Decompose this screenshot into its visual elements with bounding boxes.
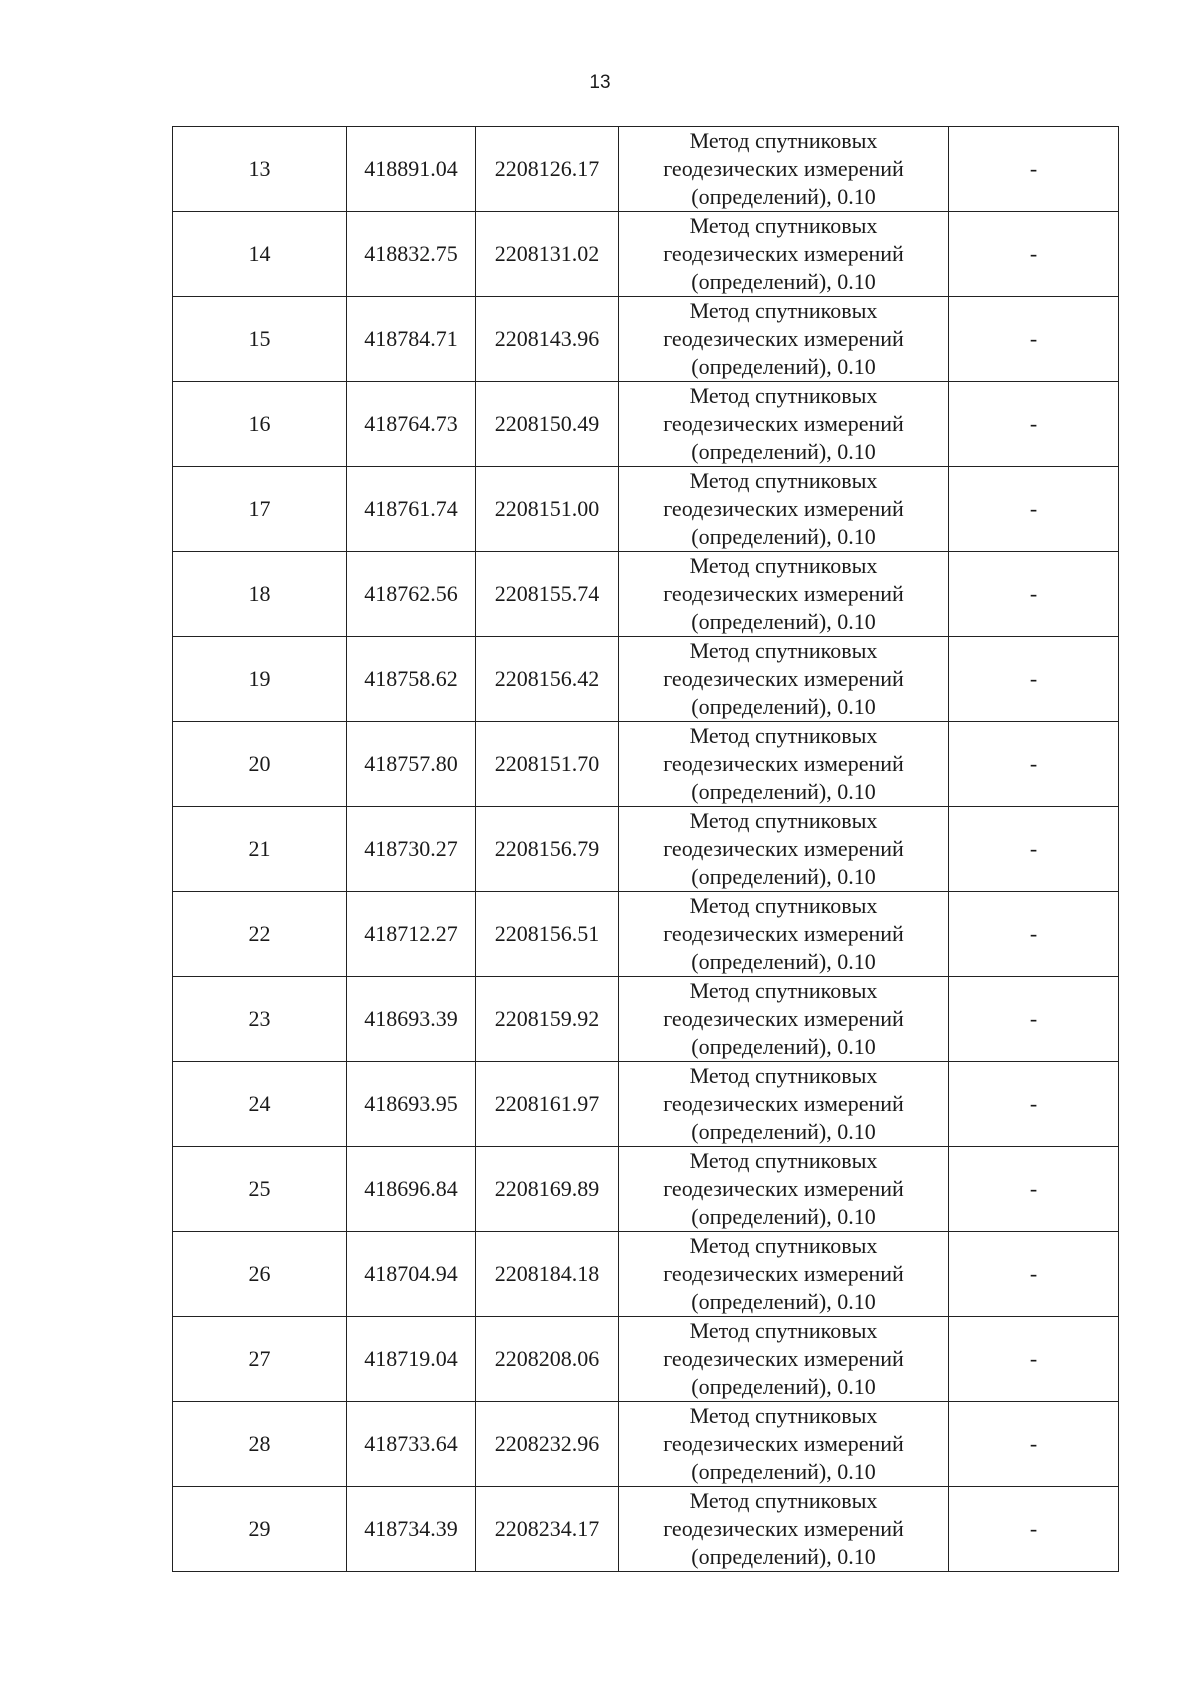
- coordinate-y-cell: 2208151.70: [476, 722, 619, 807]
- method-text-line: Метод спутниковых: [689, 1488, 878, 1513]
- method-accuracy-cell: [619, 637, 949, 722]
- method-text-line: (определений), 0.10: [691, 1459, 876, 1484]
- method-text-line: (определений), 0.10: [691, 269, 876, 294]
- method-text-line: Метод спутниковых: [689, 808, 878, 833]
- coordinate-x-cell: 418704.94: [347, 1232, 476, 1317]
- method-text-line: Метод спутниковых: [689, 1148, 878, 1173]
- coordinate-x-cell: 418784.71: [347, 297, 476, 382]
- coordinates-table-body: [173, 127, 1119, 1572]
- method-text-line: (определений), 0.10: [691, 1289, 876, 1314]
- coordinate-x-cell: 418761.74: [347, 467, 476, 552]
- method-text-line: (определений), 0.10: [691, 524, 876, 549]
- method-accuracy-cell: [619, 212, 949, 297]
- method-text-line: (определений), 0.10: [691, 1204, 876, 1229]
- method-text-line: Метод спутниковых: [689, 298, 878, 323]
- method-text-line: геодезических измерений: [663, 326, 904, 351]
- method-text-line: геодезических измерений: [663, 1176, 904, 1201]
- table-row: [173, 637, 1119, 722]
- point-number-cell: 23: [173, 977, 347, 1062]
- method-accuracy-cell: [619, 297, 949, 382]
- method-text-line: (определений), 0.10: [691, 1034, 876, 1059]
- method-text-line: (определений), 0.10: [691, 779, 876, 804]
- coordinate-x-cell: 418712.27: [347, 892, 476, 977]
- method-text-line: (определений), 0.10: [691, 184, 876, 209]
- method-text-line: (определений), 0.10: [691, 1119, 876, 1144]
- method-text-line: Метод спутниковых: [689, 1063, 878, 1088]
- coordinate-y-cell: 2208150.49: [476, 382, 619, 467]
- coordinate-x-cell: 418891.04: [347, 127, 476, 212]
- note-cell: -: [949, 637, 1119, 722]
- method-text-line: Метод спутниковых: [689, 1403, 878, 1428]
- method-accuracy-cell: [619, 552, 949, 637]
- coordinate-y-cell: 2208169.89: [476, 1147, 619, 1232]
- table-row: [173, 1147, 1119, 1232]
- point-number-cell: 21: [173, 807, 347, 892]
- coordinate-x-cell: 418758.62: [347, 637, 476, 722]
- coordinates-table-container: [172, 126, 1119, 1572]
- point-number-cell: 13: [173, 127, 347, 212]
- coordinate-y-cell: 2208151.00: [476, 467, 619, 552]
- coordinate-y-cell: 2208232.96: [476, 1402, 619, 1487]
- method-text-line: (определений), 0.10: [691, 864, 876, 889]
- method-text-line: Метод спутниковых: [689, 383, 878, 408]
- note-cell: -: [949, 807, 1119, 892]
- note-cell: -: [949, 1402, 1119, 1487]
- method-text-line: геодезических измерений: [663, 581, 904, 606]
- method-text-line: геодезических измерений: [663, 241, 904, 266]
- note-cell: -: [949, 212, 1119, 297]
- point-number-cell: 29: [173, 1487, 347, 1572]
- method-text-line: Метод спутниковых: [689, 978, 878, 1003]
- point-number-cell: 25: [173, 1147, 347, 1232]
- method-accuracy-cell: [619, 382, 949, 467]
- table-row: [173, 722, 1119, 807]
- table-row: [173, 297, 1119, 382]
- method-accuracy-cell: [619, 1402, 949, 1487]
- method-text-line: (определений), 0.10: [691, 354, 876, 379]
- note-cell: -: [949, 977, 1119, 1062]
- method-text-line: (определений), 0.10: [691, 1544, 876, 1569]
- method-accuracy-cell: [619, 467, 949, 552]
- table-row: [173, 1232, 1119, 1317]
- coordinate-x-cell: 418832.75: [347, 212, 476, 297]
- point-number-cell: 22: [173, 892, 347, 977]
- method-text-line: Метод спутниковых: [689, 1233, 878, 1258]
- method-accuracy-cell: [619, 1317, 949, 1402]
- method-text-line: геодезических измерений: [663, 666, 904, 691]
- method-text-line: Метод спутниковых: [689, 213, 878, 238]
- note-cell: -: [949, 1147, 1119, 1232]
- table-row: [173, 892, 1119, 977]
- coordinate-x-cell: 418696.84: [347, 1147, 476, 1232]
- table-row: [173, 127, 1119, 212]
- note-cell: -: [949, 297, 1119, 382]
- method-text-line: геодезических измерений: [663, 156, 904, 181]
- coordinate-x-cell: 418693.95: [347, 1062, 476, 1147]
- method-text-line: Метод спутниковых: [689, 893, 878, 918]
- note-cell: -: [949, 1317, 1119, 1402]
- method-accuracy-cell: [619, 722, 949, 807]
- method-text-line: геодезических измерений: [663, 1091, 904, 1116]
- method-text-line: геодезических измерений: [663, 751, 904, 776]
- method-text-line: геодезических измерений: [663, 496, 904, 521]
- method-text-line: (определений), 0.10: [691, 609, 876, 634]
- method-accuracy-cell: [619, 807, 949, 892]
- method-text-line: Метод спутниковых: [689, 723, 878, 748]
- coordinate-x-cell: 418730.27: [347, 807, 476, 892]
- coordinate-y-cell: 2208156.42: [476, 637, 619, 722]
- method-text-line: Метод спутниковых: [689, 553, 878, 578]
- coordinates-table: [172, 126, 1119, 1572]
- note-cell: -: [949, 467, 1119, 552]
- method-accuracy-cell: [619, 1487, 949, 1572]
- point-number-cell: 17: [173, 467, 347, 552]
- method-text-line: (определений), 0.10: [691, 694, 876, 719]
- method-text-line: Метод спутниковых: [689, 638, 878, 663]
- table-row: [173, 807, 1119, 892]
- note-cell: -: [949, 382, 1119, 467]
- method-text-line: (определений), 0.10: [691, 439, 876, 464]
- note-cell: -: [949, 552, 1119, 637]
- method-accuracy-cell: [619, 977, 949, 1062]
- coordinate-x-cell: 418734.39: [347, 1487, 476, 1572]
- point-number-cell: 14: [173, 212, 347, 297]
- point-number-cell: 24: [173, 1062, 347, 1147]
- method-text-line: геодезических измерений: [663, 411, 904, 436]
- point-number-cell: 26: [173, 1232, 347, 1317]
- coordinate-y-cell: 2208126.17: [476, 127, 619, 212]
- note-cell: -: [949, 1487, 1119, 1572]
- table-row: [173, 552, 1119, 637]
- method-text-line: (определений), 0.10: [691, 1374, 876, 1399]
- method-text-line: геодезических измерений: [663, 1346, 904, 1371]
- point-number-cell: 19: [173, 637, 347, 722]
- point-number-cell: 28: [173, 1402, 347, 1487]
- coordinate-y-cell: 2208156.51: [476, 892, 619, 977]
- table-row: [173, 212, 1119, 297]
- coordinate-x-cell: 418733.64: [347, 1402, 476, 1487]
- coordinate-y-cell: 2208184.18: [476, 1232, 619, 1317]
- method-text-line: геодезических измерений: [663, 1431, 904, 1456]
- method-accuracy-cell: [619, 1062, 949, 1147]
- method-accuracy-cell: [619, 892, 949, 977]
- coordinate-y-cell: 2208155.74: [476, 552, 619, 637]
- coordinate-y-cell: 2208143.96: [476, 297, 619, 382]
- method-text-line: Метод спутниковых: [689, 1318, 878, 1343]
- note-cell: -: [949, 722, 1119, 807]
- note-cell: -: [949, 127, 1119, 212]
- table-row: [173, 1402, 1119, 1487]
- method-text-line: геодезических измерений: [663, 1516, 904, 1541]
- table-row: [173, 1487, 1119, 1572]
- page-number: 13: [589, 72, 611, 93]
- point-number-cell: 15: [173, 297, 347, 382]
- method-accuracy-cell: [619, 1232, 949, 1317]
- coordinate-x-cell: 418762.56: [347, 552, 476, 637]
- method-accuracy-cell: [619, 127, 949, 212]
- coordinate-x-cell: 418719.04: [347, 1317, 476, 1402]
- table-row: [173, 382, 1119, 467]
- table-row: [173, 1062, 1119, 1147]
- point-number-cell: 16: [173, 382, 347, 467]
- table-row: [173, 977, 1119, 1062]
- method-text-line: геодезических измерений: [663, 836, 904, 861]
- method-text-line: геодезических измерений: [663, 1006, 904, 1031]
- coordinate-x-cell: 418764.73: [347, 382, 476, 467]
- coordinate-x-cell: 418693.39: [347, 977, 476, 1062]
- method-accuracy-cell: [619, 1147, 949, 1232]
- coordinate-y-cell: 2208156.79: [476, 807, 619, 892]
- method-text-line: (определений), 0.10: [691, 949, 876, 974]
- table-row: [173, 467, 1119, 552]
- coordinate-y-cell: 2208208.06: [476, 1317, 619, 1402]
- table-row: [173, 1317, 1119, 1402]
- point-number-cell: 27: [173, 1317, 347, 1402]
- coordinate-y-cell: 2208234.17: [476, 1487, 619, 1572]
- coordinate-y-cell: 2208161.97: [476, 1062, 619, 1147]
- coordinate-x-cell: 418757.80: [347, 722, 476, 807]
- point-number-cell: 20: [173, 722, 347, 807]
- method-text-line: Метод спутниковых: [689, 128, 878, 153]
- note-cell: -: [949, 1232, 1119, 1317]
- note-cell: -: [949, 1062, 1119, 1147]
- coordinate-y-cell: 2208131.02: [476, 212, 619, 297]
- point-number-cell: 18: [173, 552, 347, 637]
- method-text-line: геодезических измерений: [663, 921, 904, 946]
- coordinate-y-cell: 2208159.92: [476, 977, 619, 1062]
- note-cell: -: [949, 892, 1119, 977]
- method-text-line: Метод спутниковых: [689, 468, 878, 493]
- method-text-line: геодезических измерений: [663, 1261, 904, 1286]
